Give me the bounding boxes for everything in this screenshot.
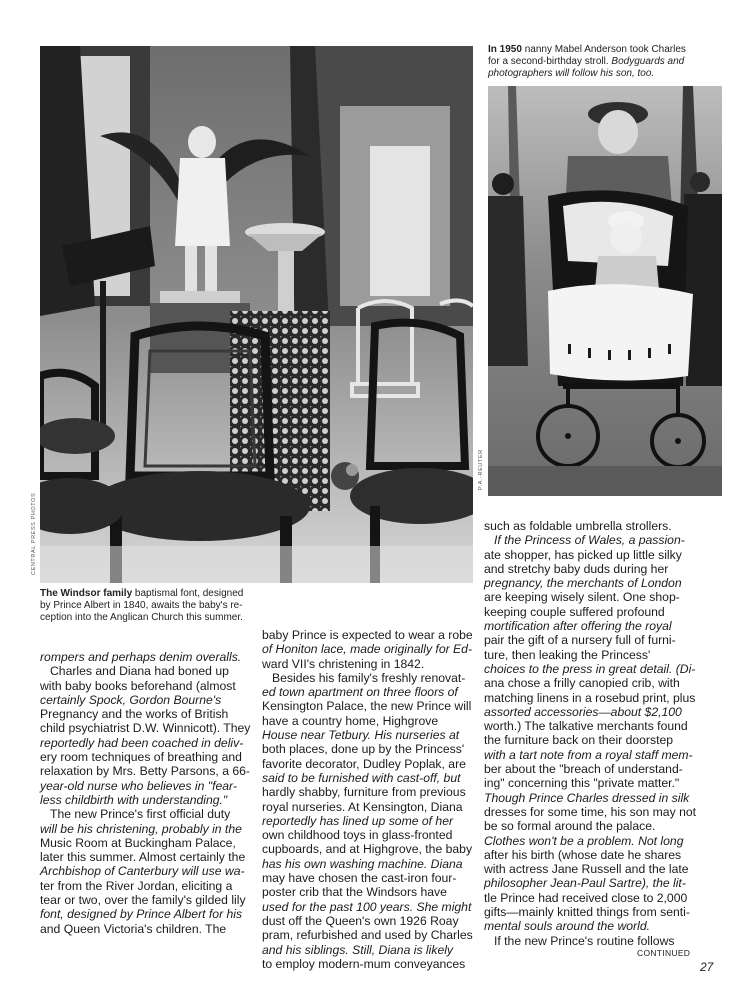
text-line: ward VII's christening in 1842. [262,656,425,671]
text-line: mortification after offering the royal [484,619,672,634]
text-line: Kensington Palace, the new Prince will [262,699,472,714]
text-line: The new Prince's first official duty [50,807,231,822]
baptismal-font-caption [40,588,272,625]
text-line: keeping couple suffered profound [484,604,665,619]
text-line: Charles and Diana had boned up [50,664,229,679]
text-line: mental souls around the world. [484,919,650,934]
text-line: later this summer. Almost certainly the [40,850,246,865]
text-line: will be his christening, probably in the [40,821,242,836]
article-column-2 [262,628,490,971]
text-line: matching linens in a rosebud print, plus [484,690,696,705]
text-line: Pregnancy and the works of British [40,707,229,722]
text-line: both places, done up by the Princess' [262,742,465,757]
text-line: may have chosen the cast-iron four- [262,871,457,886]
text-line: rompers and perhaps denim overalls. [40,650,242,664]
text-line: of Honiton lace, made originally for Ed- [262,642,473,657]
caption-lead-in: The Windsor family [40,588,133,599]
text-line: House near Tetbury. His nurseries at [262,728,460,743]
text-line: and Queen Victoria's children. The [40,921,227,936]
text-line: Besides his family's freshly renovat- [272,670,466,685]
pram-photo-caption [488,44,728,81]
caption-text-italic: photographers will follow his son, too. [488,68,655,80]
text-line: assorted accessories—about $2,100 [484,704,682,719]
text-line: such as foldable umbrella strollers. [484,519,672,533]
text-line: are keeping wisely silent. One shop- [484,590,680,605]
text-line: dresses for some time, his son may not [484,804,697,819]
text-line: ter from the River Jordan, eliciting a [40,878,233,893]
text-line: after his birth (whose date he shares [484,847,682,862]
text-line: font, designed by Prince Albert for his [40,907,243,922]
text-line: less childbirth with understanding." [40,792,228,807]
text-line: have a country home, Highgrove [262,713,439,728]
text-line: with a tart note from a royal staff mem- [484,747,693,762]
text-line: If the Princess of Wales, a passion- [494,533,685,548]
caption-text: baptismal font, designed [132,588,244,599]
text-line: Archbishop of Canterbury will use wa- [40,864,245,879]
caption-text: for a second-birthday stroll. [488,56,609,68]
pram-illustration [488,86,722,496]
text-line: certainly Spock, Gordon Bourne's [40,692,222,707]
caption-text: ception into the Anglican Church this summer. [40,612,243,624]
text-line: ery room techniques of breathing and [40,750,242,765]
left-photo-credit: CENTRAL PRESS PHOTOS [31,492,37,575]
text-line: philosopher Jean-Paul Sartre), the lit- [484,876,686,891]
text-line: ate shopper, has picked up little silky [484,547,682,562]
caption-text: by Prince Albert in 1840, awaits the baby's re- [40,600,243,612]
text-line: has his own washing machine. Diana [262,856,463,871]
text-line: and stretchy baby duds during her [484,561,669,576]
text-line: child psychiatrist D.W. Winnicott). They [40,721,251,736]
text-line: gifts—mainly knitted things from senti- [484,905,690,920]
text-line: choices to the press in great detail. (Di- [484,661,696,676]
text-line: tear or two, over the family's gilded lily [40,893,246,908]
text-line: relaxation by Mrs. Betty Parsons, a 66- [40,764,250,779]
text-line: hardly shabby, furniture from previous [262,785,466,800]
baptismal-font-illustration [40,46,473,583]
text-line: Music Room at Buckingham Palace, [40,835,236,850]
text-line: with baby books beforehand (almost [40,678,236,693]
baptismal-font-photo [40,46,473,583]
article-column-3 [484,519,724,948]
text-line: If the new Prince's routine follows [494,933,675,948]
text-line: favorite decorator, Dudley Poplak, are [262,756,466,771]
caption-text: nanny Mabel Anderson took Charles [521,44,686,55]
right-photo-credit: P.A.-REUTER [478,449,484,490]
text-line: baby Prince is expected to wear a robe [262,628,473,642]
text-line: used for the past 100 years. She might [262,899,472,914]
text-line: tle Prince had received close to 2,000 [484,890,688,905]
pram-photo [488,86,722,496]
text-line: year-old nurse who believes in "fear- [40,778,237,793]
text-line: pram, refurbished and used by Charles [262,928,473,943]
text-line: reportedly has lined up some of her [262,813,454,828]
text-line: and his siblings. Still, Diana is likely [262,942,454,957]
caption-text-italic: Bodyguards and [608,56,685,68]
text-line: pregnancy, the merchants of London [484,576,682,591]
caption-lead-in: In 1950 [488,44,522,55]
text-line: dust off the Queen's own 1926 Roay [262,913,459,928]
text-line: ing" concerning this "private matter." [484,776,680,791]
text-line: royal nurseries. At Kensington, Diana [262,799,463,814]
text-line: be so formal around the palace. [484,819,656,834]
text-line: Though Prince Charles dressed in silk [484,790,690,805]
text-line: to employ modern-mum conveyances [262,956,466,971]
text-line: ber about the "breach of understand- [484,762,683,777]
text-line: reportedly had been coached in deliv- [40,735,244,750]
text-line: poster crib that the Windsors have [262,885,447,900]
text-line: with actress Jane Russell and the late [484,862,689,877]
text-line: ed town apartment on three floors of [262,685,458,700]
page-number: 27 [700,960,714,974]
text-line: ana chose a frilly canopied crib, with [484,676,680,691]
text-line: ture, then leaking the Princess' [484,647,651,662]
article-column-1 [40,650,268,936]
text-line: the furniture back on their doorstep [484,733,674,748]
text-line: Clothes won't be a problem. Not long [484,833,684,848]
continued-marker: CONTINUED [637,948,691,958]
text-line: pair the gift of a nursery full of furni- [484,633,676,648]
text-line: said to be furnished with cast-off, but [262,770,461,785]
text-line: own childhood toys in glass-fronted [262,828,453,843]
text-line: cupboards, and at Highgrove, the baby [262,842,473,857]
text-line: worth.) The talkative merchants found [484,719,688,734]
